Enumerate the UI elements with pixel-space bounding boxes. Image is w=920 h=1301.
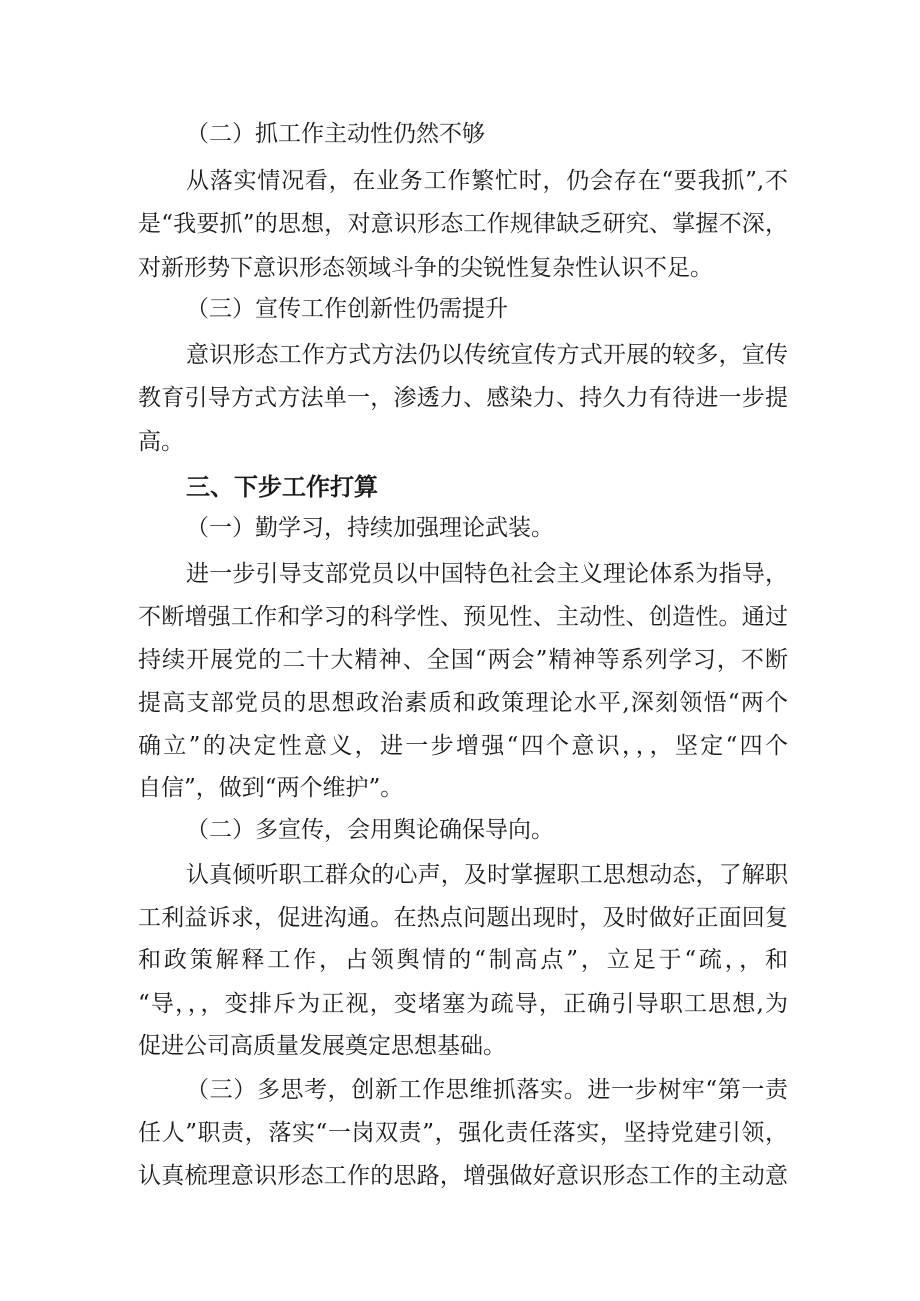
paragraph-line: 意识形态工作方式方法仍以传统宣传方式开展的较多，宣传 xyxy=(186,342,788,368)
subsection-title: （二）多宣传，会用舆论确保导向。 xyxy=(186,817,554,843)
paragraph-line: 自信”，做到“两个维护”。 xyxy=(138,775,404,801)
paragraph-line: 高。 xyxy=(138,429,184,455)
paragraph-line: 认真梳理意识形态工作的思路，增强做好意识形态工作的主动意 xyxy=(138,1163,788,1189)
subsection-title: （一）勤学习，持续加强理论武装。 xyxy=(186,515,554,541)
paragraph-line: 从落实情况看，在业务工作繁忙时，仍会存在“要我抓”,不 xyxy=(186,168,788,194)
paragraph-line: 认真倾听职工群众的心声，及时掌握职工思想动态，了解职 xyxy=(186,862,788,888)
paragraph-line: 教育引导方式方法单一，渗透力、感染力、持久力有待进一步提 xyxy=(138,385,788,411)
paragraph-line: 确立”的决定性意义，进一步增强“四个意识，，，坚定“四个 xyxy=(138,733,788,759)
subsection-title: （三）宣传工作创新性仍需提升 xyxy=(186,296,508,322)
paragraph-line: （三）多思考，创新工作思维抓落实。进一步树牢“第一责 xyxy=(186,1077,788,1103)
paragraph-line: 持续开展党的二十大精神、全国“两会”精神等系列学习，不断 xyxy=(138,647,788,673)
paragraph-line: 提高支部党员的思想政治素质和政策理论水平,深刻领悟“两个 xyxy=(138,690,788,716)
section-heading: 三、下步工作打算 xyxy=(186,473,378,501)
paragraph-line: 是“我要抓”的思想，对意识形态工作规律缺乏研究、掌握不深， xyxy=(138,211,788,237)
paragraph-line: 对新形势下意识形态领域斗争的尖锐性复杂性认识不足。 xyxy=(138,255,713,281)
paragraph-line: 和政策解释工作，占领舆情的“制高点”，立足于“疏，，和 xyxy=(138,947,788,973)
subsection-title: （二）抓工作主动性仍然不够 xyxy=(186,121,485,147)
paragraph-line: “导，，，变排斥为正视，变堵塞为疏导，正确引导职工思想,为 xyxy=(138,991,788,1017)
paragraph-line: 不断增强工作和学习的科学性、预见性、主动性、创造性。通过 xyxy=(138,604,788,630)
paragraph-line: 工利益诉求，促进沟通。在热点问题出现时，及时做好正面回复 xyxy=(138,905,788,931)
paragraph-line: 促进公司高质量发展奠定思想基础。 xyxy=(138,1033,506,1059)
paragraph-line: 进一步引导支部党员以中国特色社会主义理论体系为指导， xyxy=(186,561,788,587)
paragraph-line: 任人”职责，落实“一岗双责”，强化责任落实，坚持党建引领， xyxy=(138,1120,788,1146)
